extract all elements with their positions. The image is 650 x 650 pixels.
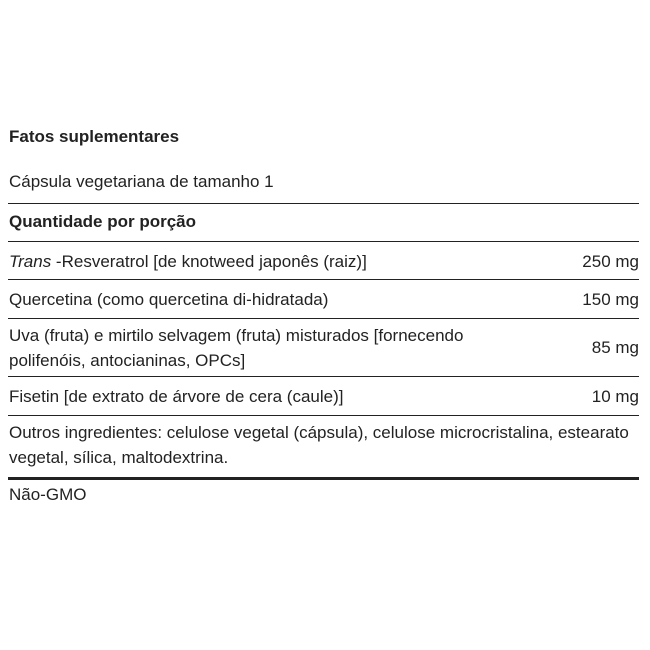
ingredient-row — [8, 280, 639, 318]
ingredient-row — [8, 242, 639, 279]
other-ingredients: Outros ingredientes: celulose vegetal (cápsula), celulose microcristalina, estearato vegetal, sílica, maltodextrina. — [9, 423, 629, 467]
ingredient-prefix: Trans — [9, 251, 52, 271]
ingredient-amount: 150 mg — [582, 289, 639, 309]
supplement-facts-panel — [8, 126, 639, 506]
ingredient-amount: 10 mg — [591, 386, 639, 406]
ingredient-amount: 85 mg — [591, 338, 639, 357]
amount-per-serving-header: Quantidade por porção — [9, 212, 197, 231]
ingredient-row — [8, 319, 639, 376]
panel-title: Fatos suplementares — [9, 127, 180, 146]
ingredient-row — [8, 377, 639, 415]
ingredient-name: Trans -Resveratrol [de knotweed japonês (raiz)] — [9, 251, 367, 271]
non-gmo-note: Não-GMO — [9, 485, 87, 504]
serving-size: Cápsula vegetariana de tamanho 1 — [9, 172, 274, 191]
ingredient-name: Uva (fruta) e mirtilo selvagem (fruta) misturados [fornecendo polifenóis, antocianinas, OPCs] — [9, 325, 464, 370]
ingredient-amount: 250 mg — [582, 251, 639, 271]
ingredient-name: Quercetina (como quercetina di-hidratada) — [9, 289, 329, 309]
ingredient-name: Fisetin [de extrato de árvore de cera (caule)] — [9, 386, 344, 406]
